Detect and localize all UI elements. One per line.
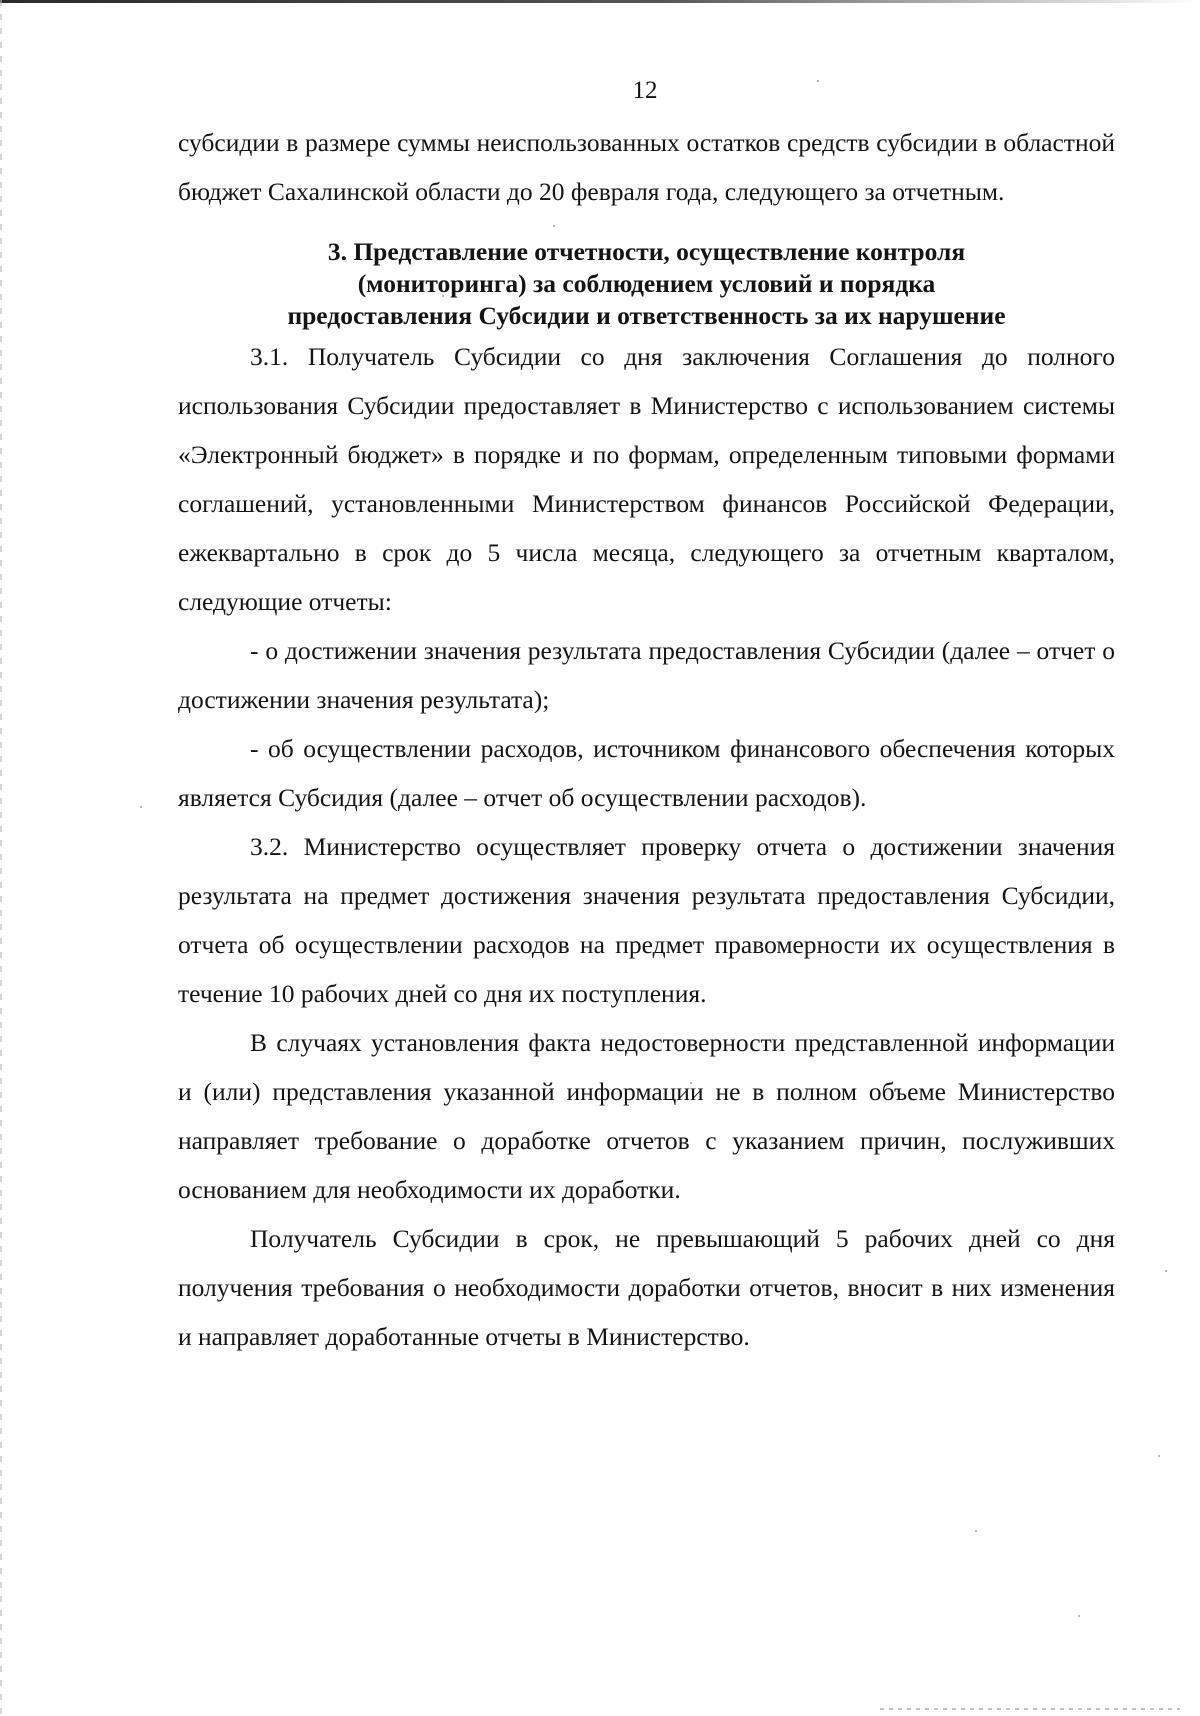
page-number: 12 (632, 77, 658, 104)
scan-speck (140, 806, 142, 808)
paragraph-3-1: 3.1. Получатель Субсидии со дня заключения Соглашения до полного использования Субсидии предоставляет в Министерство с использованием системы «Электронный бюджет» в порядке и по формам, определенным типовыми формами соглашений, установленными Министерством финансов Российской Федерации, ежеквартально в срок до 5 числа месяца, следующего за отчетным кварталом, следующие отчеты: (178, 342, 1115, 616)
document-body (178, 118, 1115, 1361)
paragraph-carryover: субсидии в размере суммы неиспользованных остатков средств субсидии в областной бюджет Сахалинской области до 20 февраля года, следующего за отчетным. (178, 128, 1115, 206)
section-heading-line: предоставления Субсидии и ответственность за их нарушение (287, 301, 1006, 330)
paragraph-recipient-revision: Получатель Субсидии в срок, не превышающий 5 рабочих дней со дня получения требования о необходимости доработки отчетов, вносит в них изменения и направляет доработанные отчеты в Министерство. (178, 1224, 1115, 1351)
section-heading-line: 3. Представление отчетности, осуществление контроля (327, 237, 966, 266)
scan-speck (975, 1530, 977, 1532)
list-item-report-result: - о достижении значения результата предоставления Субсидии (далее – отчет о достижении значения результата); (178, 636, 1115, 714)
scan-top-edge (0, 0, 1200, 3)
list-item-report-expenses: - об осуществлении расходов, источником финансового обеспечения которых является Субсидия (далее – отчет об осуществлении расходов). (178, 734, 1115, 812)
scan-speck (1078, 1615, 1080, 1617)
paragraph-inaccuracy-cases: В случаях установления факта недостоверности представленной информации и (или) представления указанной информации не в полном объеме Министерство направляет требование о доработке отчетов с указанием причин, послуживших основанием для необходимости их доработки. (178, 1028, 1115, 1204)
scan-speck (1165, 1270, 1167, 1272)
paragraph-3-2: 3.2. Министерство осуществляет проверку отчета о достижении значения результата на предмет достижения значения результата предоставления Субсидии, отчета об осуществлении расходов на предмет правомерности их осуществления в течение 10 рабочих дней со дня их поступления. (178, 832, 1115, 1008)
scan-bottom-edge (880, 1708, 1180, 1710)
scan-speck (1158, 1455, 1160, 1457)
section-heading (178, 236, 1115, 332)
scan-left-edge (0, 0, 2, 1716)
section-heading-line: (мониторинга) за соблюдением условий и порядка (357, 269, 936, 298)
